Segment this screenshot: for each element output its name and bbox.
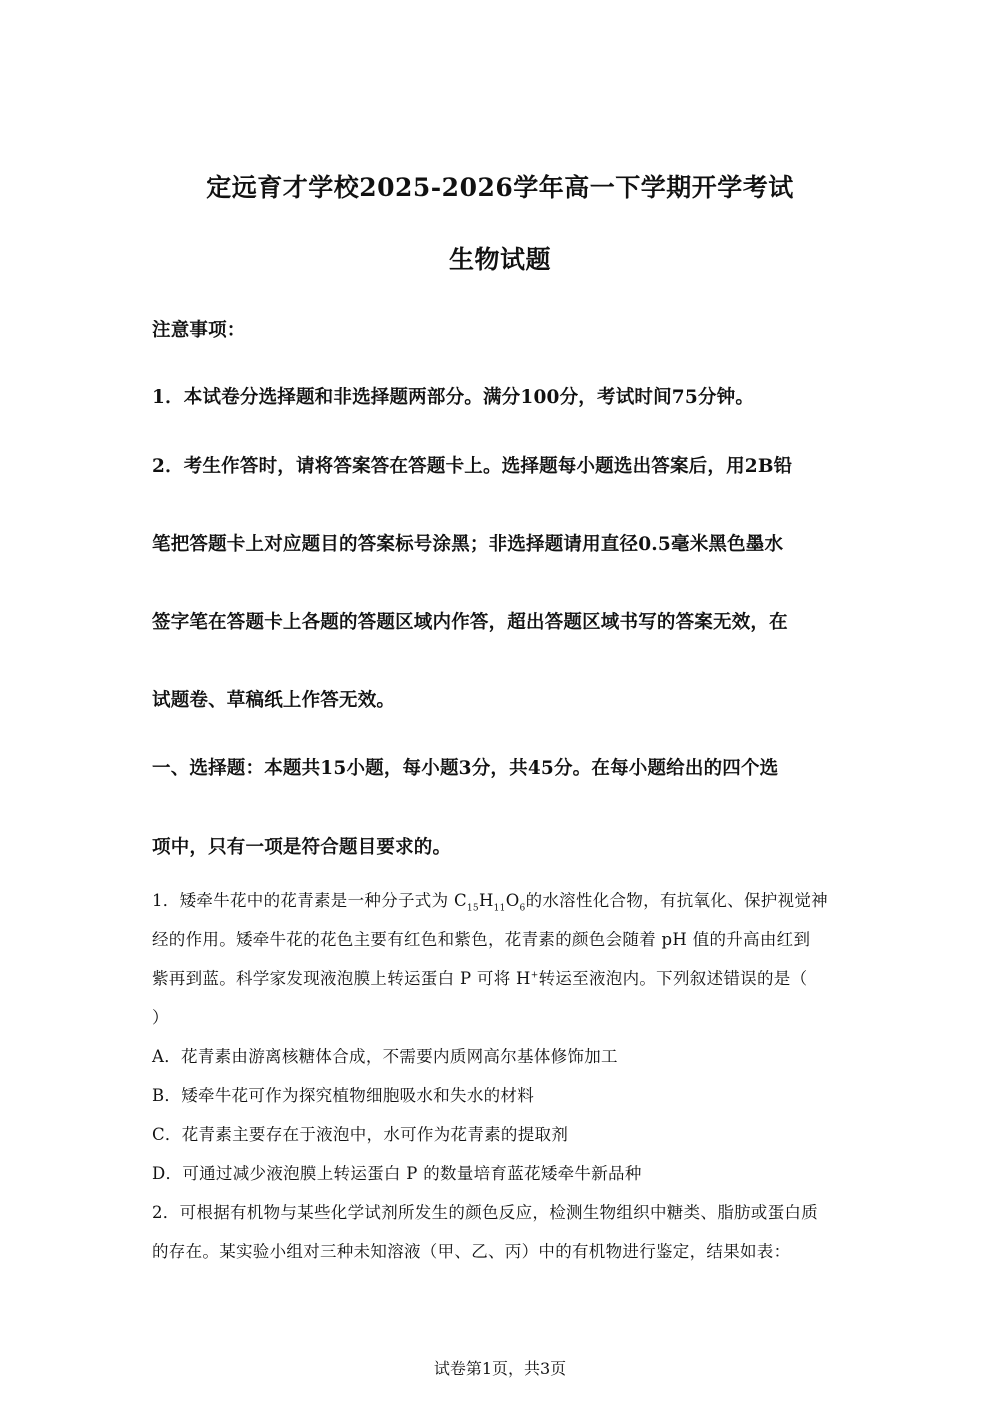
page-footer: 试卷第1页，共3页: [433, 1359, 567, 1378]
question-2-stem-line1: 2．可根据有机物与某些化学试剂所发生的颜色反应，检测生物组织中糖类、脂肪或蛋白质: [152, 1203, 818, 1222]
question-1-stem-line2: 经的作用。矮牵牛花的花色主要有红色和紫色，花青素的颜色会随着 pH 值的升高由红到: [152, 930, 811, 949]
section-heading-line1: 一、选择题：本题共15小题，每小题3分，共45分。在每小题给出的四个选: [152, 758, 779, 779]
question-1-stem-line4: ）: [152, 1008, 169, 1027]
question-1-stem-line1: [152, 887, 828, 914]
question-1-stem-line3: [152, 965, 807, 989]
q1-stem-text-a: 1．矮牵牛花中的花青素是一种分子式为 C: [152, 891, 467, 910]
question-1-option-c: C．花青素主要存在于液泡中，水可作为花青素的提取剂: [152, 1125, 569, 1144]
q1-stem-text-b: 的水溶性化合物，有抗氧化、保护视觉神: [525, 891, 828, 910]
question-2-stem-line2: 的存在。某实验小组对三种未知溶液（甲、乙、丙）中的有机物进行鉴定，结果如表：: [152, 1242, 791, 1261]
exam-title-line2: 生物试题: [448, 245, 551, 274]
section-heading-line2: 项中，只有一项是符合题目要求的。: [152, 837, 452, 858]
notice-heading: 注意事项：: [152, 320, 246, 341]
question-1-option-b: B．矮牵牛花可作为探究植物细胞吸水和失水的材料: [152, 1086, 535, 1105]
notice-item-2-line3: 签字笔在答题卡上各题的答题区域内作答，超出答题区域书写的答案无效，在: [152, 612, 788, 633]
q1-stem3-text-a: 紫再到蓝。科学家发现液泡膜上转运蛋白 P 可将 H: [152, 969, 531, 988]
notice-item-1: 1．本试卷分选择题和非选择题两部分。满分100分，考试时间75分钟。: [152, 387, 755, 408]
notice-item-2-line1: 2．考生作答时，请将答案答在答题卡上。选择题每小题选出答案后，用2B铅: [152, 456, 793, 477]
subscript-15: 15: [466, 903, 479, 914]
notice-item-2-line4: 试题卷、草稿纸上作答无效。: [152, 690, 396, 711]
superscript-plus: +: [530, 970, 539, 981]
subscript-11: 11: [493, 903, 506, 914]
subscript-6: 6: [519, 903, 526, 914]
formula-o: O: [505, 891, 520, 910]
question-1-option-a: A．花青素由游离核糖体合成，不需要内质网高尔基体修饰加工: [152, 1047, 618, 1066]
formula-h: H: [478, 891, 494, 910]
q1-stem3-text-b: 转运至液泡内。下列叙述错误的是（: [538, 969, 808, 988]
question-1-option-d: D．可通过减少液泡膜上转运蛋白 P 的数量培育蓝花矮牵牛新品种: [152, 1164, 642, 1183]
notice-item-2-line2: 笔把答题卡上对应题目的答案标号涂黑；非选择题请用直径0.5毫米黑色墨水: [152, 534, 784, 555]
exam-title-line1: 定远育才学校2025-2026学年高一下学期开学考试: [206, 173, 794, 202]
